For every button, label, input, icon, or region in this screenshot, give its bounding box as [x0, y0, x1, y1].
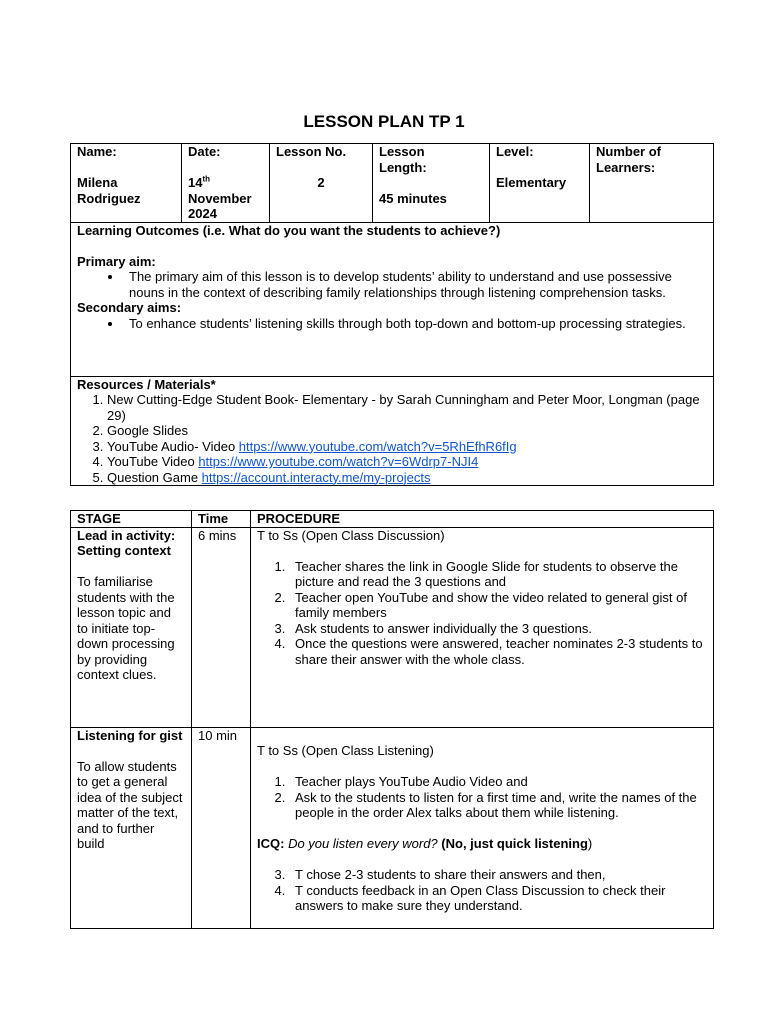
date-month: November — [188, 190, 252, 206]
lesson-no-cell — [270, 144, 373, 223]
icq-close: ) — [587, 836, 593, 851]
level-value: Elementary — [496, 175, 567, 190]
outcomes-heading: Learning Outcomes (i.e. What do you want the students to achieve?) — [77, 222, 501, 238]
page-title: LESSON PLAN TP 1 — [303, 112, 465, 131]
lesson-info-table — [70, 143, 714, 486]
secondary-aim-text: • To enhance students’ listening skills through both top-down and bottom-up processing strategies. — [123, 316, 707, 332]
primary-aim-list — [77, 269, 707, 300]
lesson-length-value: 45 minutes — [379, 190, 447, 206]
secondary-aims-label: Secondary aims: — [77, 300, 182, 315]
stage1-procedure — [251, 527, 714, 727]
date-day: 14 — [188, 175, 203, 190]
stage1-time: 6 mins — [192, 527, 251, 727]
step-item: 3. T chose 2-3 students to share their answers and then, — [289, 867, 707, 883]
resource-link-youtube-audio[interactable]: https://www.youtube.com/watch?v=5RhEfhR6fIg — [238, 438, 517, 454]
step-item: 2. Teacher open YouTube and show the video related to general gist of family members — [289, 590, 707, 621]
time-header: Time — [192, 511, 251, 528]
lesson-no-value: 2 — [317, 175, 325, 190]
step-item: 1. Teacher shares the link in Google Slide for students to observe the picture and read the 3 questions and — [289, 559, 707, 590]
step-item: 2. Ask to the students to listen for a first time and, write the names of the people in the order Alex talks about them while listening. — [289, 790, 707, 821]
stage1-steps — [257, 559, 707, 668]
learners-label-2: Learners: — [596, 159, 656, 175]
primary-aim-text: • The primary aim of this lesson is to develop students’ ability to understand and use possessive nouns in the context of describing family relationships through listening comprehension tasks. — [123, 269, 707, 300]
lesson-length-label-2: Length: — [379, 159, 427, 175]
procedure-table — [70, 510, 714, 929]
stage2-cell — [71, 727, 192, 928]
stage2-intro: T to Ss (Open Class Listening) — [257, 743, 434, 758]
lesson-length-label-1: Lesson — [379, 144, 425, 159]
stage1-aim: To familiarise students with the lesson topic and to initiate top-down processing by providing context clues. — [77, 574, 175, 682]
level-cell — [490, 144, 590, 223]
date-suffix: th — [202, 174, 211, 184]
primary-aim-label: Primary aim: — [77, 253, 156, 269]
resource-item: 5. Question Game https://account.interacty.me/my-projects — [107, 470, 707, 486]
date-label: Date: — [188, 144, 221, 159]
stage2-steps-b — [257, 867, 707, 914]
step-item: 1. Teacher plays YouTube Audio Video and — [289, 774, 707, 790]
icq-answer: (No, just quick listening — [441, 836, 588, 851]
step-item: 3. Ask students to answer individually the 3 questions. — [289, 621, 707, 637]
learning-outcomes-cell — [71, 222, 714, 376]
lesson-no-label: Lesson No. — [276, 144, 347, 159]
level-label: Level: — [496, 144, 534, 159]
procedure-header: PROCEDURE — [251, 511, 714, 528]
resource-link-youtube-video[interactable]: https://www.youtube.com/watch?v=6Wdrp7-NJI4 — [198, 454, 479, 469]
lesson-length-cell — [373, 144, 490, 223]
icq-label: ICQ: — [257, 836, 285, 851]
step-item: 4. Once the questions were answered, teacher nominates 2-3 students to share their answer with the whole class. — [289, 636, 707, 667]
icq-line — [257, 836, 707, 852]
stage1-intro: T to Ss (Open Class Discussion) — [257, 527, 445, 543]
stage1-title: Lead in activity: Setting context — [77, 527, 176, 558]
resource-item: 1. New Cutting-Edge Student Book- Elementary - by Sarah Cunningham and Peter Moor, Longman (page 29) — [107, 392, 707, 423]
resources-heading: Resources / Materials* — [77, 376, 216, 392]
stage2-title: Listening for gist — [77, 727, 183, 743]
stage2-aim: To allow students to get a general idea of the subject matter of the text, and to further build — [77, 758, 183, 851]
stage2-procedure — [251, 727, 714, 928]
stage-header: STAGE — [71, 511, 192, 528]
resource-link-question-game[interactable]: https://account.interacty.me/my-projects — [201, 469, 431, 485]
learners-label-1: Number of — [596, 144, 661, 159]
secondary-aims-list — [77, 316, 707, 332]
stage1-cell — [71, 527, 192, 727]
resources-cell — [71, 376, 714, 486]
name-cell — [71, 144, 182, 223]
stage2-time: 10 min — [192, 727, 251, 928]
stage2-steps-a — [257, 774, 707, 821]
date-cell — [182, 144, 270, 223]
resources-list — [77, 392, 707, 485]
name-label: Name: — [77, 144, 117, 159]
resource-item: 3. YouTube Audio- Video https://www.youtube.com/watch?v=5RhEfhR6fIg — [107, 439, 707, 455]
teacher-first-name: Milena — [77, 175, 118, 190]
learners-cell — [590, 144, 714, 223]
icq-question: Do you listen every word? — [288, 836, 438, 851]
resource-item: 2. Google Slides — [107, 423, 707, 439]
step-item: 4. T conducts feedback in an Open Class Discussion to check their answers to make sure they understand. — [289, 883, 707, 914]
teacher-last-name: Rodriguez — [77, 190, 141, 206]
date-year: 2024 — [188, 206, 217, 221]
resource-item: 4. YouTube Video https://www.youtube.com/watch?v=6Wdrp7-NJI4 — [107, 454, 707, 470]
